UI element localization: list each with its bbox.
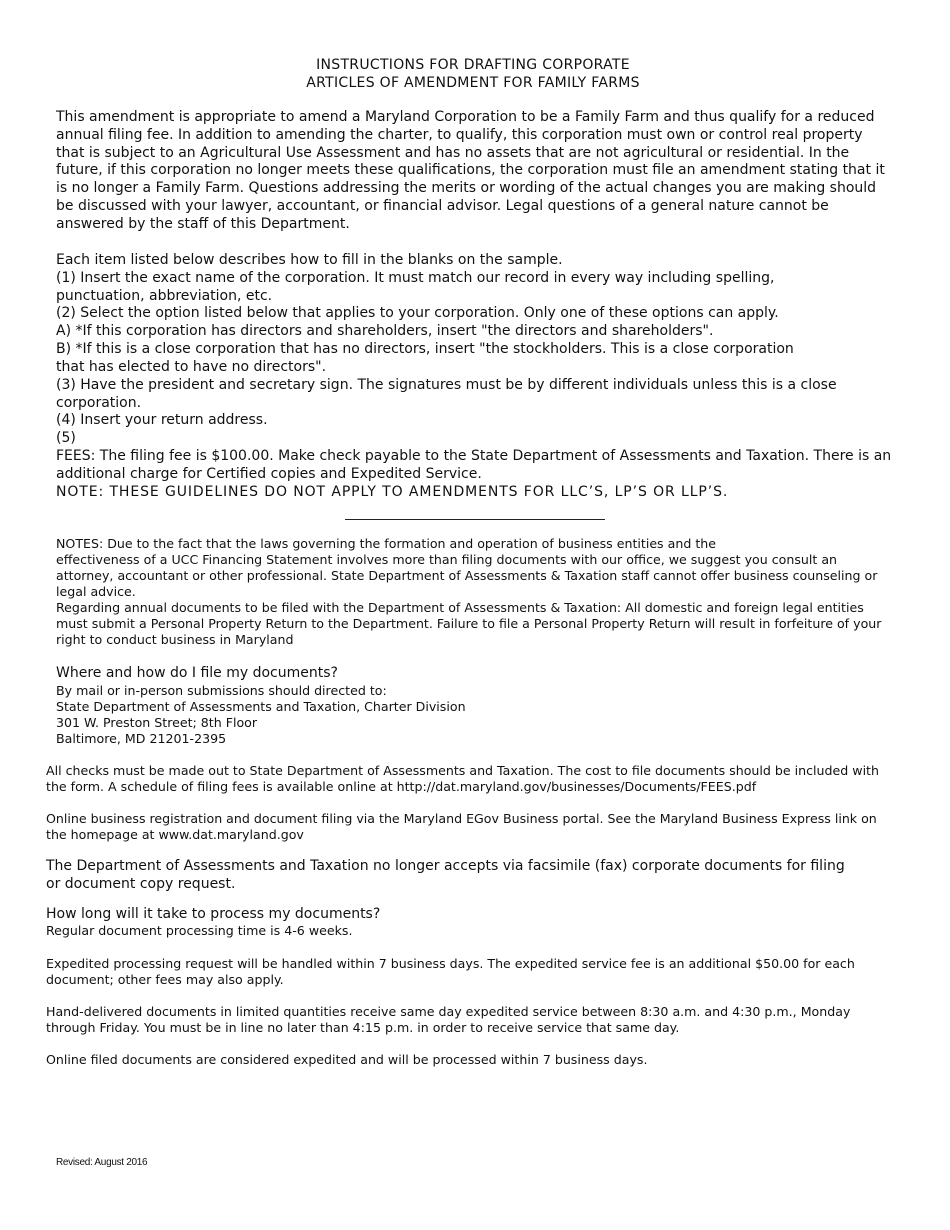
page-title-line-2: ARTICLES OF AMENDMENT FOR FAMILY FARMS (306, 75, 640, 91)
instruction-item-5: (5) (56, 430, 76, 446)
intro-paragraph: This amendment is appropriate to amend a Maryland Corporation to be a Family Farm and thus qualify for a reduced annual filing fee. In addition to amending the charter, to qualify, this corporation must own or control real property that is subject to an Agricultural Use Assessment and has no assets that are not agricultural or residential. In the future, if this corporation no longer meets these qualifications, the corporation must file an amendment stating that it is no longer a Family Farm. Questions addressing the merits or wording of the actual changes you are making should be discussed with your lawyer, accountant, or financial advisor. Legal questions of a general nature cannot be answered by the staff of this Department. (56, 109, 885, 232)
hand-delivered-paragraph: Hand-delivered documents in limited quantities receive same day expedited service between 8:30 a.m. and 4:30 p.m., Monday through Friday. You must be in line no later than 4:15 p.m. in order to receive service that same day. (46, 1004, 851, 1035)
online-registration-paragraph: Online business registration and document filing via the Maryland EGov Business portal. See the Maryland Business Express link on the homepage at www.dat.maryland.gov (46, 811, 877, 842)
instruction-item-4: (4) Insert your return address. (56, 412, 268, 428)
where-to-file-heading: Where and how do I file my documents? (56, 665, 338, 681)
page-title-line-1: INSTRUCTIONS FOR DRAFTING CORPORATE (316, 57, 630, 73)
online-filed-paragraph: Online filed documents are considered expedited and will be processed within 7 business days. (46, 1052, 648, 1067)
expedited-paragraph: Expedited processing request will be handled within 7 business days. The expedited service fee is an additional $50.00 for each document; other fees may also apply. (46, 956, 855, 987)
fees-paragraph: FEES: The filing fee is $100.00. Make check payable to the State Department of Assessments and Taxation. There is an additional charge for Certified copies and Expedited Service. (56, 448, 892, 482)
section-divider (345, 519, 605, 520)
instruction-item-3: (3) Have the president and secretary sign. The signatures must be by different individuals unless this is a close corporation. (56, 377, 837, 411)
instruction-item-2b: B) *If this is a close corporation that has no directors, insert "the stockholders. This is a close corporation that has elected to have no directors". (56, 341, 794, 375)
notes-paragraph: NOTES: Due to the fact that the laws governing the formation and operation of business entities and the effectiveness of a UCC Financing Statement involves more than filing documents with our office, we suggest you consult an attorney, accountant or other professional. State Department of Assessments & Taxation staff cannot offer business counseling or legal advice. (56, 536, 878, 599)
revised-date: Revised: August 2016 (56, 1157, 148, 1168)
fax-paragraph: The Department of Assessments and Taxation no longer accepts via facsimile (fax) corporate documents for filing or document copy request. (46, 858, 845, 892)
mailing-address: By mail or in-person submissions should directed to: State Department of Assessments and Taxation, Charter Division 301 W. Preston Street; 8th Floor Baltimore, MD 21201-2395 (56, 683, 466, 746)
regular-processing-time: Regular document processing time is 4-6 weeks. (46, 923, 353, 938)
annual-documents-paragraph: Regarding annual documents to be filed with the Department of Assessments & Taxation: All domestic and foreign legal entities must submit a Personal Property Return to the Department. Failure to file a Personal Property Return will result in forfeiture of your right to conduct business in Maryland (56, 600, 882, 647)
guidelines-note: NOTE: THESE GUIDELINES DO NOT APPLY TO AMENDMENTS FOR LLC’S, LP’S OR LLP’S. (56, 484, 729, 500)
checks-paragraph: All checks must be made out to State Department of Assessments and Taxation. The cost to file documents should be included with the form. A schedule of filing fees is available online at http://dat.maryland.gov/businesses/Documents/FEES.pdf (46, 763, 879, 794)
processing-time-heading: How long will it take to process my documents? (46, 906, 381, 922)
instructions-lead: Each item listed below describes how to fill in the blanks on the sample. (56, 252, 563, 268)
instruction-item-1: (1) Insert the exact name of the corporation. It must match our record in every way including spelling, punctuation, abbreviation, etc. (56, 270, 775, 304)
instruction-item-2: (2) Select the option listed below that applies to your corporation. Only one of these options can apply. (56, 305, 779, 321)
instruction-item-2a: A) *If this corporation has directors and shareholders, insert "the directors and shareholders". (56, 323, 714, 339)
